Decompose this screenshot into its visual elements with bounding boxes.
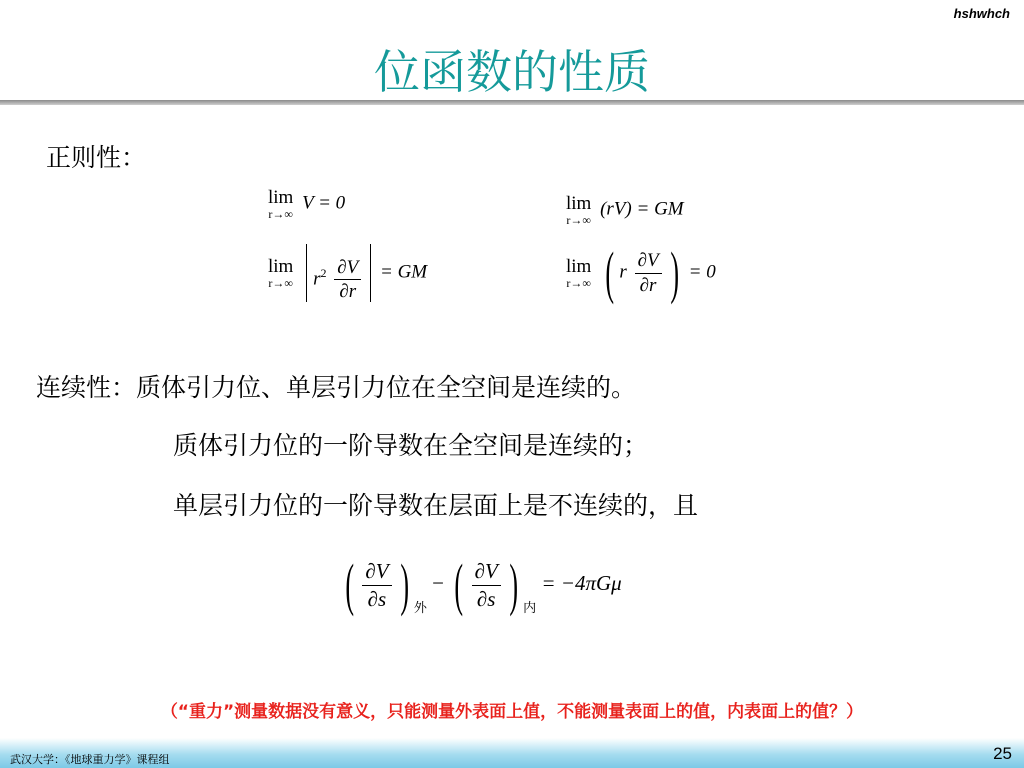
formula-expr: (rV) = GM — [600, 198, 684, 220]
page-number: 25 — [993, 744, 1012, 763]
author-name: hshwhch — [953, 6, 1010, 21]
formula-lim-v: lim r→∞ V = 0 — [268, 187, 346, 221]
slide-title: 位函数的性质 — [374, 45, 650, 99]
footer-bar — [0, 738, 1024, 768]
formula-lim-r2-dv: lim r→∞ $r^2$ $\frac{\partial V}{\partial r}$ = GM — [268, 244, 427, 302]
footer-course: 武汉大学：《地球重力学》课程组 — [10, 753, 170, 766]
formula-lim-r-dv: lim r→∞ ( r $\frac{\partial V}{\partial r}$ ) = 0 — [566, 240, 716, 305]
formula-rhs: = 0 — [688, 261, 716, 283]
formula-lim-rv: lim r→∞ (rV) = GM — [566, 193, 684, 227]
red-note: （“重力”测量数据没有意义，只能测量外表面上值，不能测量表面上的值，内表面上的值？） — [160, 702, 864, 722]
title-divider — [0, 100, 1024, 105]
regularity-label: 正则性： — [46, 143, 147, 172]
continuity-line-2: 质体引力位的一阶导数在全空间是连续的； — [173, 431, 649, 460]
formula-rhs: = GM — [380, 261, 428, 283]
continuity-line-3: 单层引力位的一阶导数在层面上是不连续的，且 — [173, 491, 699, 520]
formula-expr: V = 0 — [302, 192, 346, 214]
formula-jump: ( $\frac{\partial V}{\partial s}$ ) $_外$ − ( $\frac{\partial V}{\partial s}$ ) $_内$ = −4πGμ — [345, 552, 622, 617]
continuity-line-1: 连续性：质体引力位、单层引力位在全空间是连续的。 — [36, 373, 637, 402]
